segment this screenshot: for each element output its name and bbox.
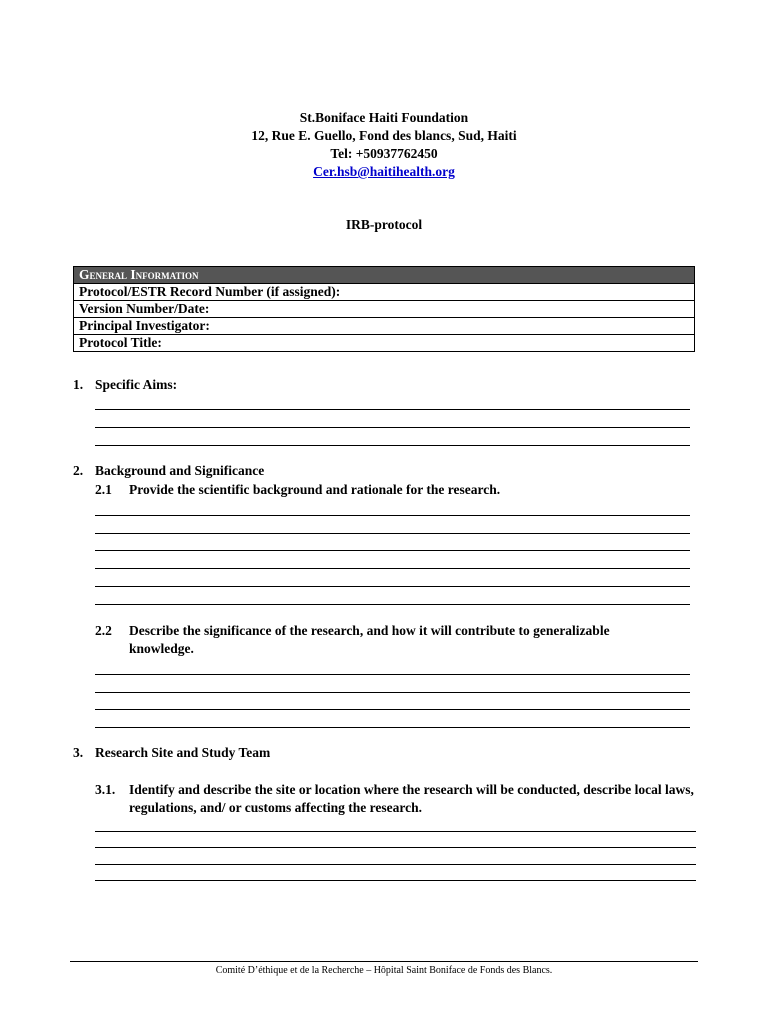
section-3-title: Research Site and Study Team: [95, 745, 271, 760]
general-information-heading: General Information: [74, 267, 695, 284]
footer-divider: [70, 961, 698, 962]
protocol-record-number-field[interactable]: Protocol/ESTR Record Number (if assigned):: [74, 284, 695, 301]
org-address: 12, Rue E. Guello, Fond des blancs, Sud, Haiti: [251, 128, 517, 143]
section-3-number: 3.: [73, 745, 84, 760]
answer-line[interactable]: [95, 864, 696, 865]
answer-line[interactable]: [95, 847, 696, 848]
question-3-1-text: Identify and describe the site or location where the research will be conducted, describe local laws, regulations, and/ or customs affecting the research.: [129, 782, 694, 815]
answer-line[interactable]: [95, 709, 690, 710]
answer-line[interactable]: [95, 568, 690, 569]
question-2-1-number: 2.1: [95, 482, 112, 497]
section-1-title: Specific Aims:: [95, 377, 178, 392]
footer-text: Comité D’éthique et de la Recherche – Hôpital Saint Boniface de Fonds des Blancs.: [215, 965, 553, 976]
answer-line[interactable]: [95, 604, 690, 605]
answer-line[interactable]: [95, 692, 690, 693]
answer-line[interactable]: [95, 880, 696, 881]
document-title: IRB-protocol: [345, 217, 423, 232]
answer-line[interactable]: [95, 727, 690, 728]
section-2-title: Background and Significance: [95, 463, 265, 478]
answer-line[interactable]: [95, 550, 690, 551]
question-2-2-text: Describe the significance of the research, and how it will contribute to generalizable knowledge.: [129, 623, 610, 656]
section-2-number: 2.: [73, 463, 84, 478]
answer-line[interactable]: [95, 427, 690, 428]
question-2-2-number: 2.2: [95, 623, 112, 638]
protocol-title-field[interactable]: Protocol Title:: [74, 335, 695, 352]
email-link[interactable]: Cer.hsb@haitihealth.org: [313, 164, 455, 179]
answer-line[interactable]: [95, 586, 690, 587]
answer-line[interactable]: [95, 831, 696, 832]
general-information-table: [73, 266, 695, 352]
org-name: St.Boniface Haiti Foundation: [299, 110, 469, 125]
version-number-date-field[interactable]: Version Number/Date:: [74, 301, 695, 318]
answer-line[interactable]: [95, 674, 690, 675]
principal-investigator-field[interactable]: Principal Investigator:: [74, 318, 695, 335]
answer-line[interactable]: [95, 409, 690, 410]
answer-line[interactable]: [95, 533, 690, 534]
org-phone: Tel: +50937762450: [330, 146, 438, 161]
answer-line[interactable]: [95, 445, 690, 446]
answer-line[interactable]: [95, 515, 690, 516]
letterhead: [0, 109, 768, 181]
section-1-number: 1.: [73, 377, 84, 392]
question-3-1-number: 3.1.: [95, 782, 116, 797]
question-2-1-text: Provide the scientific background and rationale for the research.: [129, 482, 501, 497]
